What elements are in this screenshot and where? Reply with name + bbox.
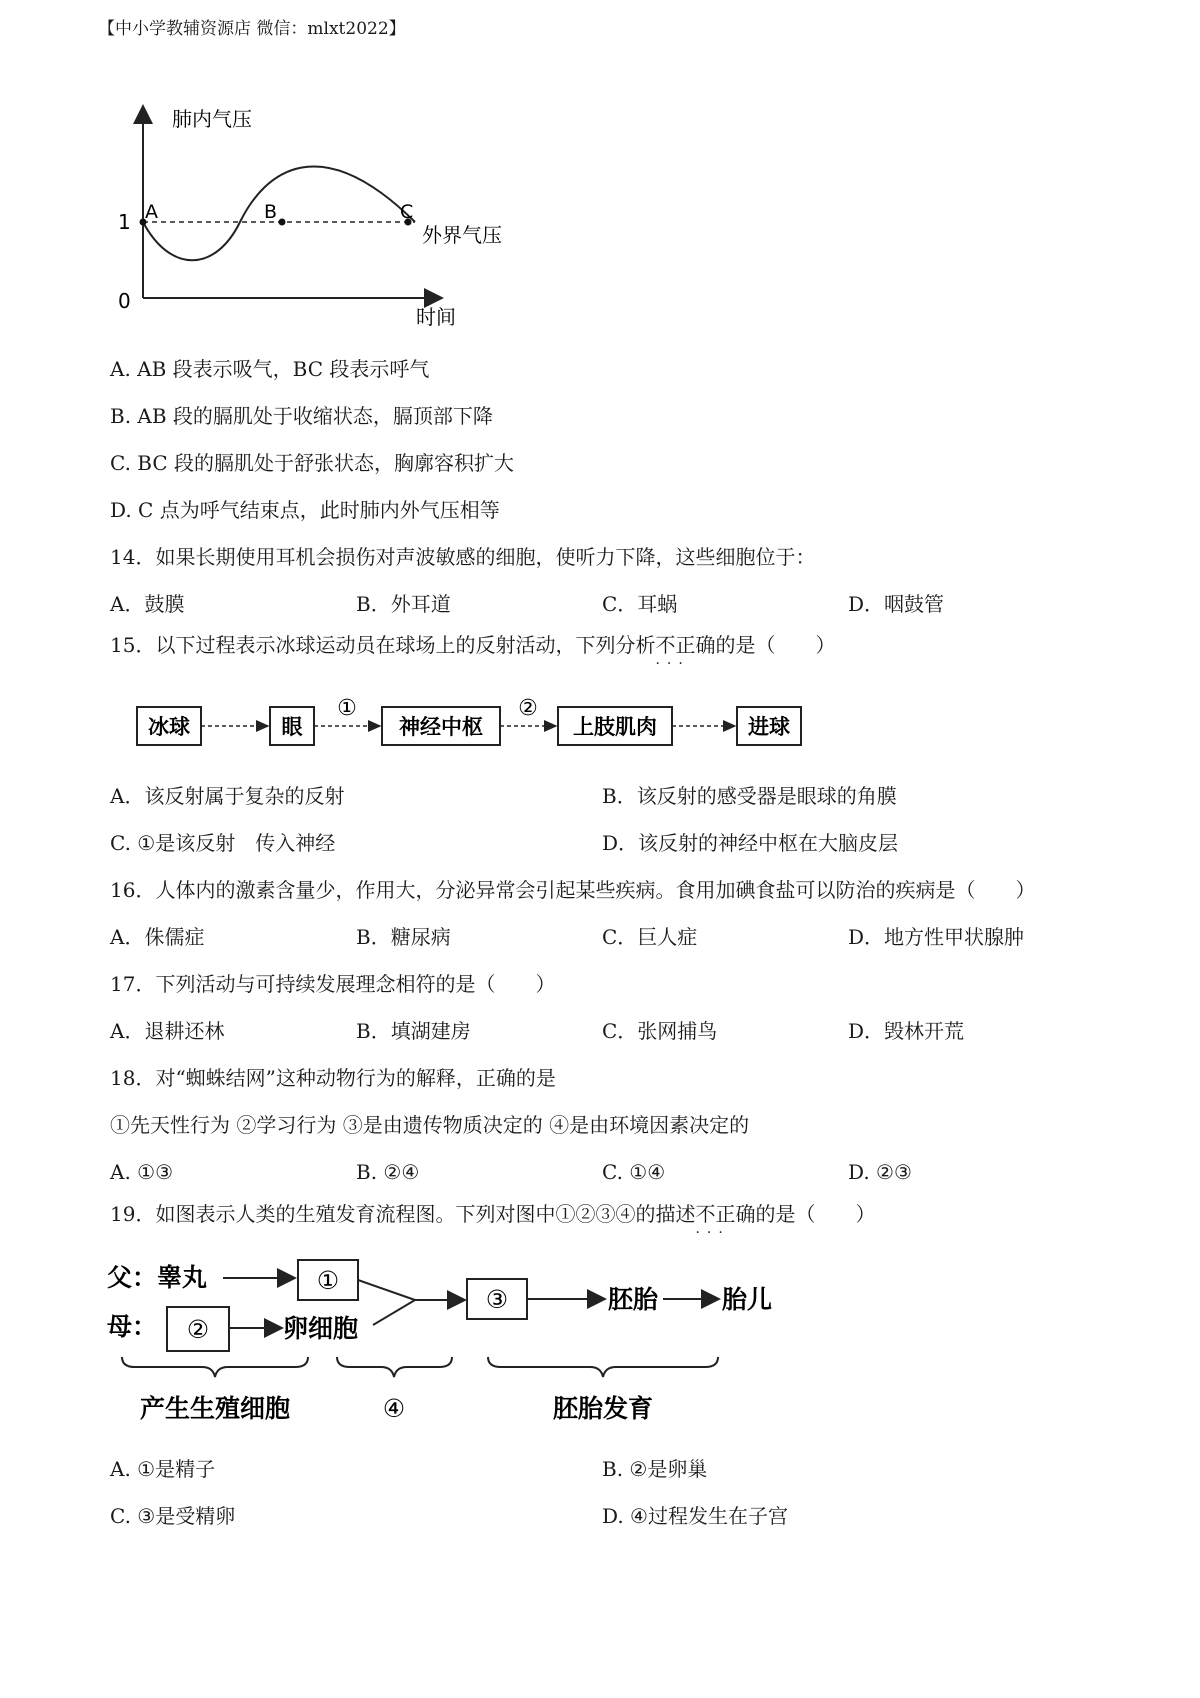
q18-stem: 18．对“蜘蛛结网”这种动物行为的解释，正确的是 bbox=[110, 1066, 556, 1090]
flow-puck: 冰球 bbox=[148, 715, 190, 739]
brace-3-label: 胚胎发育 bbox=[552, 1394, 654, 1423]
flow-muscle: 上肢肌肉 bbox=[573, 715, 657, 739]
q16-option-c: C．巨人症 bbox=[602, 925, 698, 949]
q16-stem: 16．人体内的激素含量少，作用大，分泌异常会引起某些疾病。食用加碘食盐可以防治的疾病是（ ） bbox=[110, 878, 1036, 902]
reference-label: 外界气压 bbox=[422, 223, 502, 247]
q17-option-a: A．退耕还林 bbox=[110, 1019, 225, 1043]
q14-option-d: D．咽鼓管 bbox=[848, 592, 945, 616]
father-label: 父：睾丸 bbox=[107, 1263, 208, 1292]
q18-option-c: C. ①④ bbox=[602, 1160, 666, 1184]
q15-option-d: D．该反射的神经中枢在大脑皮层 bbox=[602, 831, 899, 855]
q15-option-a: A．该反射属于复杂的反射 bbox=[110, 784, 345, 808]
q14-option-c: C．耳蜗 bbox=[602, 592, 678, 616]
q17-option-d: D．毁林开荒 bbox=[848, 1019, 965, 1043]
q13-option-d: D. C 点为呼气结束点，此时肺内外气压相等 bbox=[110, 498, 500, 522]
q15-option-b: B．该反射的感受器是眼球的角膜 bbox=[602, 784, 897, 808]
label-c: C bbox=[400, 201, 414, 223]
pressure-graph bbox=[100, 98, 540, 338]
flow-goal: 进球 bbox=[748, 715, 790, 739]
brace-2-label: ④ bbox=[382, 1394, 406, 1423]
mother-label: 母： bbox=[107, 1312, 158, 1341]
flow-mark-2: ② bbox=[518, 696, 538, 721]
box-1-label: ① bbox=[316, 1266, 340, 1295]
origin-label: 0 bbox=[118, 289, 131, 313]
q16-option-b: B．糖尿病 bbox=[356, 925, 451, 949]
q19-stem: 19．如图表示人类的生殖发育流程图。下列对图中①②③④的描述不正确 ··· 的是（ ） bbox=[110, 1202, 876, 1241]
q14-stem: 14．如果长期使用耳机会损伤对声波敏感的细胞，使听力下降，这些细胞位于： bbox=[110, 545, 816, 569]
q16-option-a: A．侏儒症 bbox=[110, 925, 205, 949]
x-axis-label: 时间 bbox=[416, 305, 456, 329]
page-header: 【中小学教辅资源店 微信：mlxt2022】 bbox=[98, 19, 406, 39]
pressure-curve bbox=[143, 166, 415, 260]
y-tick-1: 1 bbox=[118, 210, 131, 234]
egg-label: 卵细胞 bbox=[283, 1314, 359, 1343]
embryo-label: 胚胎 bbox=[608, 1285, 659, 1314]
q18-option-b: B. ②④ bbox=[356, 1160, 420, 1184]
q14-option-a: A．鼓膜 bbox=[110, 592, 185, 616]
box-2-label: ② bbox=[186, 1315, 210, 1344]
fetus-label: 胎儿 bbox=[722, 1285, 773, 1314]
q15-option-c: C. ①是该反射 传入神经 bbox=[110, 831, 336, 855]
q15-emphasis: 不正确 ··· bbox=[655, 633, 716, 672]
flow-mark-1: ① bbox=[337, 696, 357, 721]
q17-option-c: C．张网捕鸟 bbox=[602, 1019, 718, 1043]
point-b bbox=[279, 219, 286, 226]
q19-option-c: C. ③是受精卵 bbox=[110, 1504, 236, 1528]
y-axis-label: 肺内气压 bbox=[172, 107, 252, 131]
q19-emphasis: 不正确 ··· bbox=[695, 1202, 756, 1241]
q18-option-d: D. ②③ bbox=[848, 1160, 912, 1184]
q14-option-b: B．外耳道 bbox=[356, 592, 451, 616]
label-a: A bbox=[145, 201, 158, 223]
q13-option-a: A. AB 段表示吸气，BC 段表示呼气 bbox=[110, 357, 430, 381]
q17-stem: 17．下列活动与可持续发展理念相符的是（ ） bbox=[110, 972, 556, 996]
reflex-flow-diagram bbox=[130, 695, 830, 755]
box-3-label: ③ bbox=[485, 1285, 509, 1314]
q19-option-d: D. ④过程发生在子宫 bbox=[602, 1504, 788, 1528]
flow-eye: 眼 bbox=[281, 715, 303, 739]
q18-statements: ①先天性行为 ②学习行为 ③是由遗传物质决定的 ④是由环境因素决定的 bbox=[110, 1113, 750, 1137]
q17-option-b: B．填湖建房 bbox=[356, 1019, 471, 1043]
q15-stem: 15．以下过程表示冰球运动员在球场上的反射活动，下列分析不正确 ··· 的是（ ） bbox=[110, 633, 836, 672]
q19-option-b: B. ②是卵巢 bbox=[602, 1457, 708, 1481]
q16-option-d: D．地方性甲状腺肿 bbox=[848, 925, 1025, 949]
q13-option-b: B. AB 段的膈肌处于收缩状态，膈顶部下降 bbox=[110, 404, 493, 428]
q19-option-a: A. ①是精子 bbox=[110, 1457, 216, 1481]
brace-1 bbox=[122, 1357, 308, 1377]
label-b: B bbox=[264, 201, 278, 223]
reproduction-flow-diagram bbox=[105, 1255, 825, 1430]
q18-option-a: A. ①③ bbox=[110, 1160, 174, 1184]
brace-3 bbox=[488, 1357, 718, 1377]
brace-2 bbox=[337, 1357, 452, 1377]
q13-option-c: C. BC 段的膈肌处于舒张状态，胸廓容积扩大 bbox=[110, 451, 515, 475]
brace-1-label: 产生生殖细胞 bbox=[139, 1394, 291, 1423]
flow-center: 神经中枢 bbox=[399, 715, 483, 739]
